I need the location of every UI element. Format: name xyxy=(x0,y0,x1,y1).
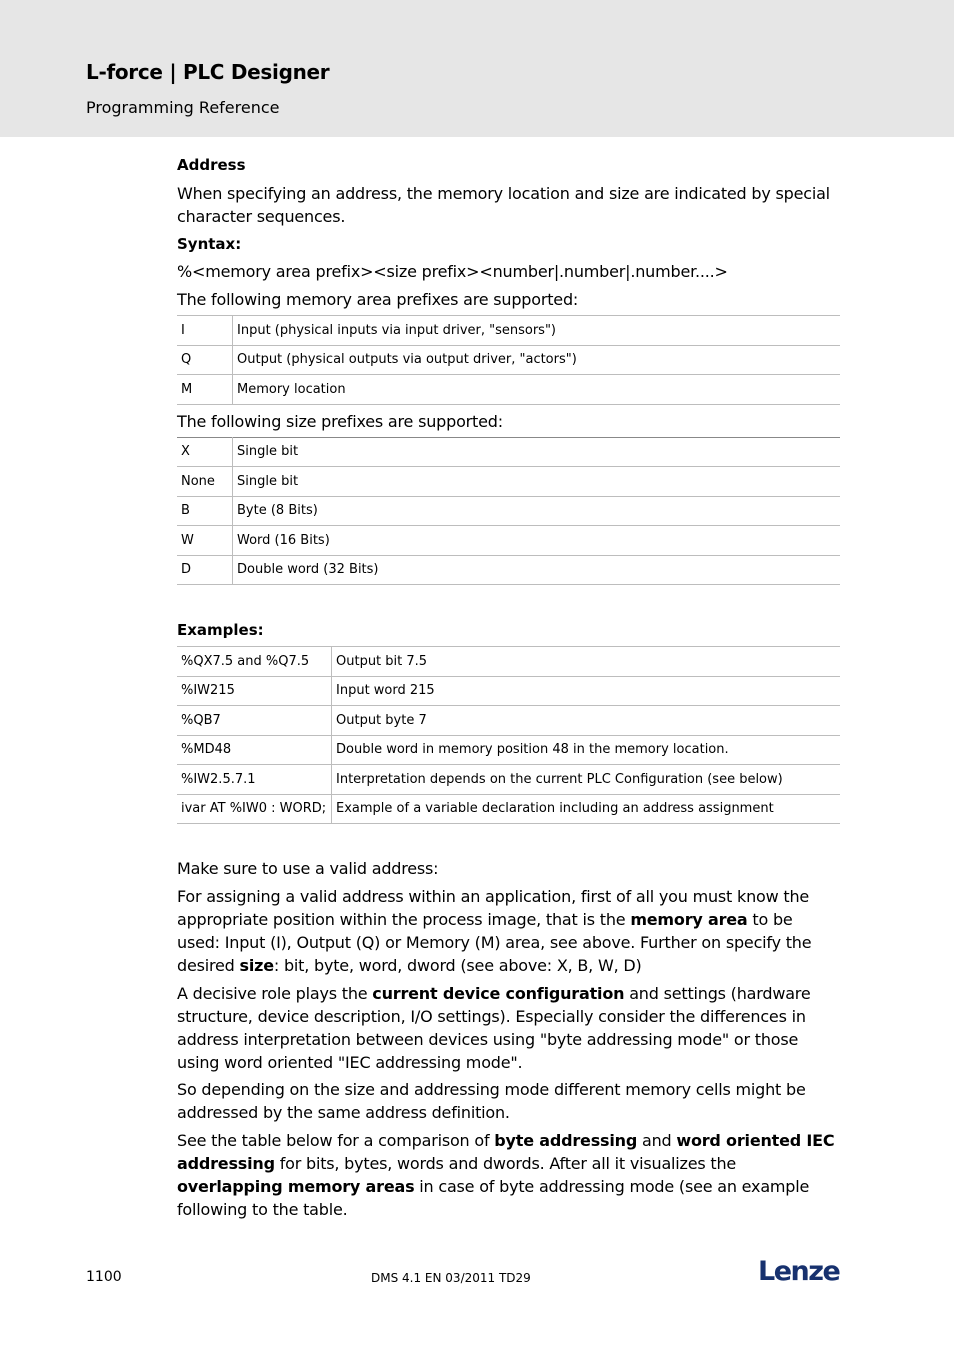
table-row xyxy=(177,735,840,765)
table-row xyxy=(177,345,840,375)
table-cell-key: %QB7 xyxy=(177,706,332,736)
paragraph-assigning xyxy=(177,885,840,977)
table-cell-key: ivar AT %IW0 : WORD; xyxy=(177,794,332,824)
table-cell-description: Output (physical outputs via output driver, "actors") xyxy=(233,345,841,375)
table-cell-description: Word (16 Bits) xyxy=(233,526,841,556)
page-header xyxy=(0,0,954,137)
text-run: For assigning a valid address within an application, first of all you must know the appropriate position within the process image, that is the xyxy=(177,887,810,929)
text-run: See the table below for a comparison of xyxy=(177,1131,495,1150)
document-subtitle: Programming Reference xyxy=(86,98,280,117)
text-run: for bits, bytes, words and dwords. After all it visualizes the xyxy=(274,1154,737,1173)
table-cell-key: None xyxy=(177,467,233,497)
table-cell-description: Double word (32 Bits) xyxy=(233,555,841,585)
paragraph-comparison xyxy=(177,1129,840,1221)
table-cell-description: Interpretation depends on the current PLC Configuration (see below) xyxy=(332,765,841,795)
table-row xyxy=(177,676,840,706)
bold-term: byte addressing xyxy=(494,1131,638,1150)
bold-term: current device configuration xyxy=(372,984,625,1003)
table-cell-description: Single bit xyxy=(233,437,841,467)
table-cell-key: Q xyxy=(177,345,233,375)
table-cell-description: Input (physical inputs via input driver, "sensors") xyxy=(233,316,841,346)
table-cell-key: I xyxy=(177,316,233,346)
text-run: and settings (hardware structure, device description, I/O settings). Especially consider the differences in address interpretation between devices using "byte addressing mode" or those using word oriented "IEC addressing mode". xyxy=(177,984,811,1072)
table-cell-description: Single bit xyxy=(233,467,841,497)
table-cell-key: W xyxy=(177,526,233,556)
table-cell-key: %MD48 xyxy=(177,735,332,765)
bold-term: overlapping memory areas xyxy=(177,1177,415,1196)
memory-prefix-table xyxy=(177,315,840,405)
text-run: and xyxy=(637,1131,677,1150)
document-id: DMS 4.1 EN 03/2011 TD29 xyxy=(371,1271,531,1285)
document-title: L-force | PLC Designer xyxy=(86,60,330,84)
text-run: A decisive role plays the xyxy=(177,984,373,1003)
table-row xyxy=(177,647,840,677)
table-row xyxy=(177,316,840,346)
table-cell-key: D xyxy=(177,555,233,585)
table-cell-key: %IW215 xyxy=(177,676,332,706)
syntax-text: %<memory area prefix><size prefix><number|.number|.number....> xyxy=(177,262,728,281)
lenze-logo: Lenze xyxy=(758,1256,840,1287)
table-row xyxy=(177,555,840,585)
paragraph-addressing-mode: So depending on the size and addressing mode different memory cells might be addressed by the same address definition. xyxy=(177,1080,806,1122)
main-content xyxy=(177,154,840,1221)
size-prefix-intro: The following size prefixes are supported: xyxy=(177,411,503,431)
size-prefix-table xyxy=(177,437,840,586)
table-cell-key: %QX7.5 and %Q7.5 xyxy=(177,647,332,677)
page-number: 1100 xyxy=(86,1269,122,1285)
table-row xyxy=(177,437,840,467)
table-row xyxy=(177,794,840,824)
table-cell-description: Input word 215 xyxy=(332,676,841,706)
table-row xyxy=(177,765,840,795)
table-cell-key: M xyxy=(177,375,233,405)
table-row xyxy=(177,375,840,405)
section-heading: Address xyxy=(177,156,246,174)
table-row xyxy=(177,706,840,736)
syntax-heading: Syntax: xyxy=(177,235,242,253)
intro-paragraph: When specifying an address, the memory location and size are indicated by special character sequences. xyxy=(177,184,830,226)
table-cell-description: Memory location xyxy=(233,375,841,405)
memory-prefix-intro: The following memory area prefixes are supported: xyxy=(177,290,579,309)
table-cell-description: Double word in memory position 48 in the memory location. xyxy=(332,735,841,765)
examples-table xyxy=(177,646,840,824)
bold-term: word oriented IEC addressing xyxy=(177,1131,835,1173)
text-run: : bit, byte, word, dword (see above: X, B, W, D) xyxy=(273,956,642,975)
table-row xyxy=(177,467,840,497)
table-cell-description: Byte (8 Bits) xyxy=(233,496,841,526)
table-row xyxy=(177,496,840,526)
table-cell-key: B xyxy=(177,496,233,526)
table-cell-key: X xyxy=(177,437,233,467)
paragraph-valid-address: Make sure to use a valid address: xyxy=(177,859,439,878)
table-cell-description: Output byte 7 xyxy=(332,706,841,736)
text-run: in case of byte addressing mode (see an example following to the table. xyxy=(177,1177,810,1219)
table-cell-key: %IW2.5.7.1 xyxy=(177,765,332,795)
bold-term: size xyxy=(239,956,274,975)
bold-term: memory area xyxy=(630,910,748,929)
table-row xyxy=(177,526,840,556)
text-run: to be used: Input (I), Output (Q) or Memory (M) area, see above. Further on specify the desired xyxy=(177,910,812,975)
examples-heading: Examples: xyxy=(177,621,264,639)
table-cell-description: Output bit 7.5 xyxy=(332,647,841,677)
table-cell-description: Example of a variable declaration including an address assignment xyxy=(332,794,841,824)
paragraph-device-config xyxy=(177,982,840,1074)
